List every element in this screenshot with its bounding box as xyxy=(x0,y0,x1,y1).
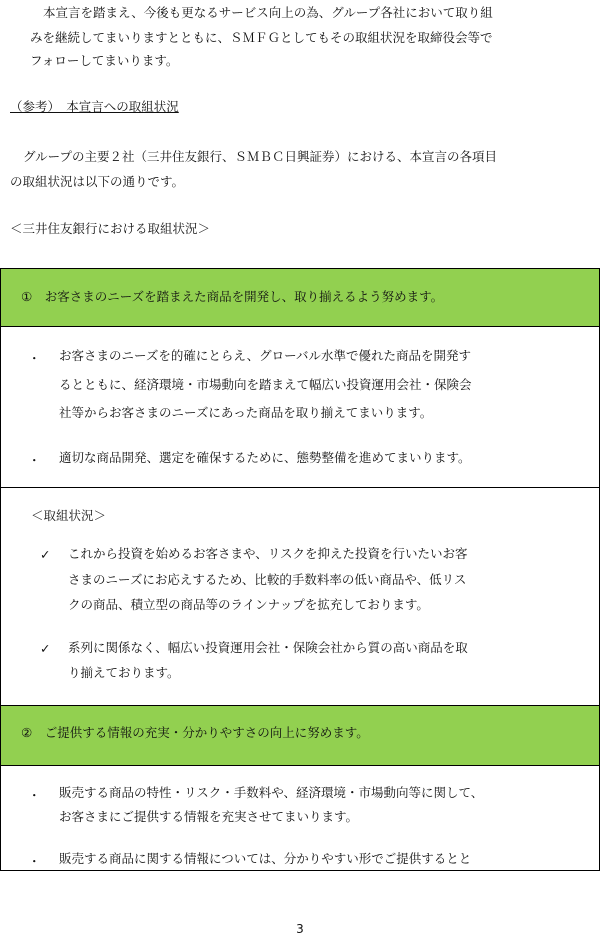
group-text-line-1: グループの主要２社（三井住友銀行、ＳＭＢＣ日興証券）における、本宣言の各項目 xyxy=(23,149,498,164)
check1-line2: さまのニーズにお応えするため、比較的手数料率の低い商品や、低リス xyxy=(68,572,467,587)
intro-line-1: 本宣言を踏まえ、今後も更なるサービス向上の為、グループ各社において取り組 xyxy=(43,5,493,20)
bullet-mark: ・ xyxy=(28,854,41,869)
section1-status-box xyxy=(0,488,600,706)
s1-bullet1-line2: るとともに、経済環境・市場動向を踏まえて幅広い投資運用会社・保険会 xyxy=(59,377,472,392)
s1-bullet1-line1: お客さまのニーズを的確にとらえ、グローバル水準で優れた商品を開発す xyxy=(59,348,472,363)
bullet-mark: ・ xyxy=(28,351,41,366)
intro-line-3: フォローしてまいります。 xyxy=(30,53,179,68)
check2-line2: り揃えております。 xyxy=(68,665,180,680)
s1-bullet1-line3: 社等からお客さまのニーズにあった商品を取り揃えてまいります。 xyxy=(59,405,433,420)
s2-bullet1-line1: 販売する商品の特性・リスク・手数料や、経済環境・市場動向等に関して、 xyxy=(59,785,484,800)
reference-heading: （参考） 本宣言への取組状況 xyxy=(10,99,179,114)
page-number: 3 xyxy=(296,922,304,936)
check1-line1: これから投資を始めるお客さまや、リスクを抑えた投資を行いたいお客 xyxy=(68,546,468,561)
bank-heading: ＜三井住友銀行における取組状況＞ xyxy=(10,221,211,236)
check-icon: ✓ xyxy=(40,547,51,562)
section1-header-box xyxy=(0,268,600,327)
intro-line-2: みを継続してまいりますとともに、ＳＭＦＧとしてもその取組状況を取締役会等で xyxy=(30,30,493,45)
group-text-line-2: の取組状況は以下の通りです。 xyxy=(10,174,185,189)
check-icon: ✓ xyxy=(40,641,51,656)
section1-header: ① お客さまのニーズを踏まえた商品を開発し、取り揃えるよう努めます。 xyxy=(21,289,444,304)
section1-commitments-box xyxy=(0,326,600,488)
section2-commitments-box xyxy=(0,766,600,871)
bullet-mark: ・ xyxy=(28,788,41,803)
s1-bullet2-line1: 適切な商品開発、選定を確保するために、態勢整備を進めてまいります。 xyxy=(59,450,471,465)
check1-line3: クの商品、積立型の商品等のラインナップを拡充しております。 xyxy=(68,597,429,612)
check2-line1: 系列に関係なく、幅広い投資運用会社・保険会社から質の高い商品を取 xyxy=(68,640,468,655)
bullet-mark: ・ xyxy=(28,453,41,468)
section2-header-box xyxy=(0,706,600,766)
s2-bullet1-line2: お客さまにご提供する情報を充実させてまいります。 xyxy=(59,809,359,824)
s2-bullet2-line1: 販売する商品に関する情報については、分かりやすい形でご提供するとと xyxy=(59,851,472,866)
status-heading: ＜取組状況＞ xyxy=(31,508,107,523)
section2-header: ② ご提供する情報の充実・分かりやすさの向上に努めます。 xyxy=(21,725,369,740)
